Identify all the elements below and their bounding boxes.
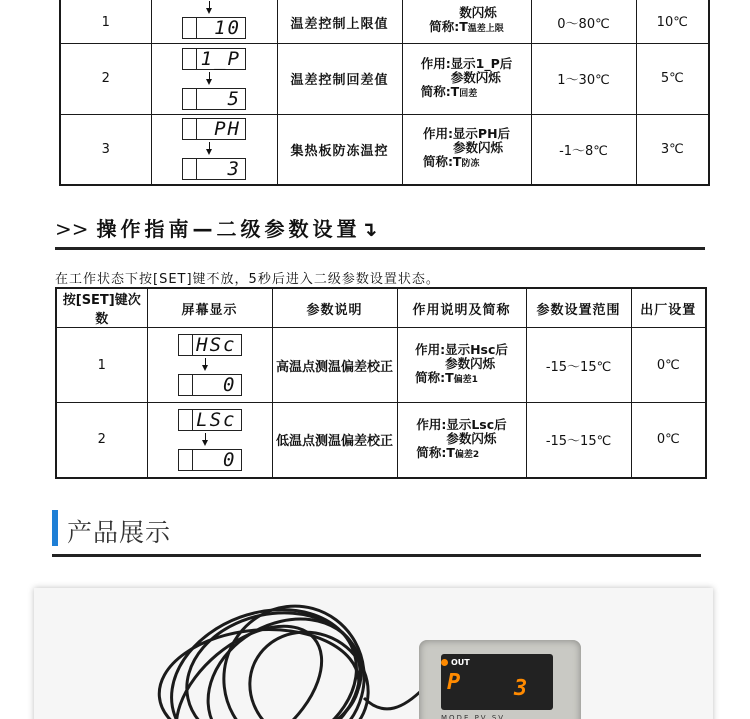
screen-display-cell: [147, 328, 272, 403]
default-cell: 10℃: [636, 0, 709, 43]
param-table-level2: [55, 287, 707, 479]
row-index: 1: [56, 328, 147, 403]
section-title: 操作指南—二级参数设置↴: [96, 217, 382, 241]
lcd-display: [178, 334, 242, 396]
default-cell: 0℃: [631, 403, 706, 478]
table-row: [60, 0, 709, 43]
range-cell: -15～15℃: [526, 328, 631, 403]
lcd-value: 3: [196, 158, 246, 180]
divider: [55, 247, 705, 250]
param-desc: 温差控制回差值: [277, 43, 402, 114]
range-cell: 0～80℃: [531, 0, 636, 43]
lcd-value: 0: [192, 449, 242, 471]
param-desc: 高温点测温偏差校正: [272, 328, 397, 403]
lcd-value: 5: [196, 88, 246, 110]
lcd-value: 10: [196, 17, 246, 39]
column-header: 参数设置范围: [526, 288, 631, 328]
range-cell: -15～15℃: [526, 403, 631, 478]
action-desc: 作用:显示Hsc后 参数闪烁 简称:T偏差1: [397, 328, 526, 403]
lcd-display: [182, 0, 246, 39]
section-heading: [55, 213, 381, 242]
column-header: 屏幕显示: [147, 288, 272, 328]
action-desc: 数闪烁 简称:T温差上限: [402, 0, 531, 43]
device-mode-labels: MODE PV SV: [441, 714, 506, 719]
out-led-icon: [441, 659, 448, 666]
range-cell: -1～8℃: [531, 114, 636, 185]
column-header: 出厂设置: [631, 288, 706, 328]
table-row: [56, 328, 706, 403]
row-index: 3: [60, 114, 151, 185]
lcd-code: HSc: [192, 334, 242, 356]
lcd-display: [178, 409, 242, 471]
instruction-note: 在工作状态下按[SET]键不放，5秒后进入二级参数设置状态。: [55, 272, 440, 287]
column-header: 按[SET]键次数: [56, 288, 147, 328]
param-desc: 温差控制上限值: [277, 0, 402, 43]
action-desc: 作用:显示PH后 参数闪烁 简称:T防冻: [402, 114, 531, 185]
sensor-cable-coil: [34, 588, 713, 719]
row-index: 2: [56, 403, 147, 478]
action-desc: 作用:显示Lsc后 参数闪烁 简称:T偏差2: [397, 403, 526, 478]
lcd-code: PH: [196, 118, 246, 140]
table-row: [56, 403, 706, 478]
accent-bar: [52, 510, 58, 546]
device-out-label: OUT: [451, 658, 470, 667]
default-cell: 0℃: [631, 328, 706, 403]
screen-display-cell: [151, 0, 277, 43]
range-cell: 1～30℃: [531, 43, 636, 114]
column-header: 参数说明: [272, 288, 397, 328]
arrow-down-icon: [182, 140, 246, 158]
arrow-down-icon: [178, 356, 242, 374]
default-cell: 3℃: [636, 114, 709, 185]
product-photo: [34, 588, 713, 719]
double-chevron-icon: >>: [55, 217, 89, 241]
product-section-title: 产品展示: [67, 518, 172, 547]
screen-display-cell: [151, 43, 277, 114]
lcd-code: LSc: [192, 409, 242, 431]
lcd-value: 0: [192, 374, 242, 396]
action-desc: 作用:显示1_P后 参数闪烁 简称:T回差: [402, 43, 531, 114]
lcd-code: 1_P: [196, 48, 246, 70]
controller-device: [419, 640, 581, 719]
arrow-down-icon: [182, 0, 246, 17]
table-header-row: [56, 288, 706, 328]
param-table-level1: [59, 0, 710, 186]
table-row: [60, 43, 709, 114]
screen-display-cell: [147, 403, 272, 478]
lcd-display: [182, 118, 246, 180]
default-cell: 5℃: [636, 43, 709, 114]
lcd-display: [182, 48, 246, 110]
row-index: 2: [60, 43, 151, 114]
device-sv-digit: 3: [514, 676, 528, 701]
row-index: 1: [60, 0, 151, 43]
column-header: 作用说明及简称: [397, 288, 526, 328]
param-desc: 低温点测温偏差校正: [272, 403, 397, 478]
device-pv-digit: P: [447, 670, 461, 695]
table-row: [60, 114, 709, 185]
param-desc: 集热板防冻温控: [277, 114, 402, 185]
arrow-down-icon: [178, 431, 242, 449]
divider: [52, 554, 701, 557]
arrow-down-icon: [182, 70, 246, 88]
screen-display-cell: [151, 114, 277, 185]
